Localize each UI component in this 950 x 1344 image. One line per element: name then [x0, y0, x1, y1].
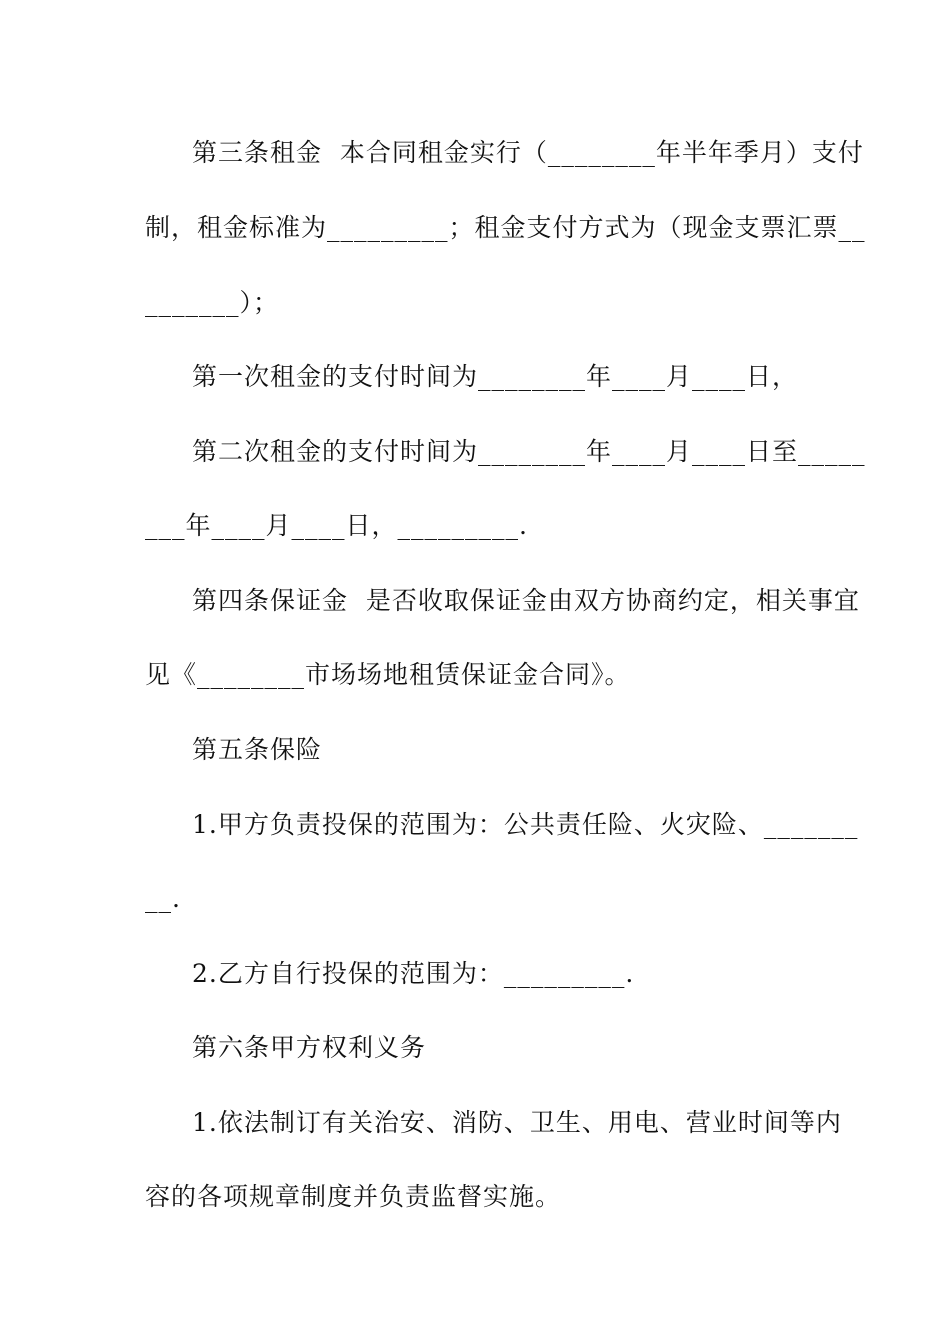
party-a-item-1-line-2: 容的各项规章制度并负责监督实施。 — [145, 1182, 562, 1211]
second-rent-payment-line-1: 第二次租金的支付时间为________年____月____日至_____ — [192, 437, 866, 466]
insurance-item-1-line-1: 1.甲方负责投保的范围为：公共责任险、火灾险、_______ — [192, 810, 859, 839]
party-a-item-1-line-1: 1.依法制订有关治安、消防、卫生、用电、营业时间等内 — [192, 1108, 842, 1137]
first-rent-payment-line: 第一次租金的支付时间为________年____月____日， — [192, 362, 799, 391]
article-6-party-a-heading: 第六条甲方权利义务 — [192, 1033, 427, 1062]
article-4-deposit-line-2: 见《________市场场地租赁保证金合同》。 — [145, 660, 631, 689]
insurance-item-2-line: 2.乙方自行投保的范围为：_________. — [192, 959, 635, 988]
article-3-rent-line-1: 第三条租金 本合同租金实行（________年半年季月）支付 — [192, 138, 864, 167]
article-5-insurance-heading: 第五条保险 — [192, 735, 323, 764]
article-3-rent-line-3: _______）； — [145, 288, 280, 317]
second-rent-payment-line-2: ___年____月____日，_________. — [145, 511, 528, 540]
article-4-deposit-line-1: 第四条保证金 是否收取保证金由双方协商约定，相关事宜 — [192, 586, 860, 615]
insurance-item-1-line-2: __. — [145, 884, 181, 913]
article-3-rent-line-2: 制，租金标准为_________；租金支付方式为（现金支票汇票__ — [145, 213, 866, 242]
